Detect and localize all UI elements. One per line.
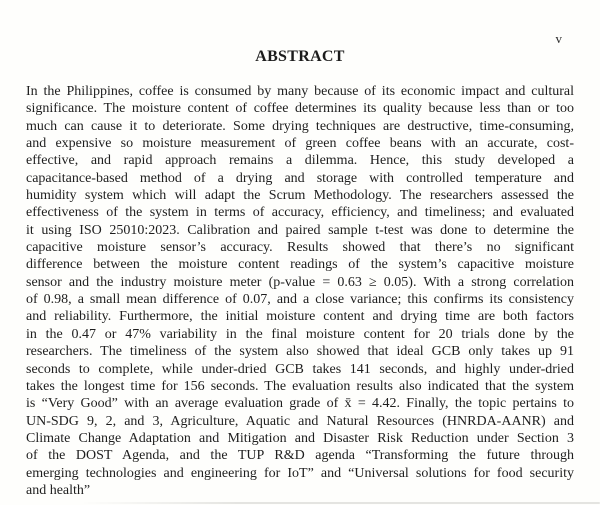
abstract-line: of 0.98, a small mean difference of 0.07, and a close variance; this confirms its consistency <box>26 292 574 308</box>
abstract-line: humidity system which will adapt the Scrum Methodology. The researchers assessed the <box>26 188 574 204</box>
abstract-line: of the DOST Agenda, and the TUP R&D agenda “Transforming the future through <box>26 448 574 464</box>
abstract-line: sensor and the industry moisture meter (p-value = 0.63 ≥ 0.05). With a strong correlation <box>26 274 574 290</box>
abstract-line: much can cause it to deteriorate. Some drying techniques are destructive, time-consuming, <box>26 118 574 134</box>
abstract-line: in the 0.47 or 47% variability in the final moisture content for 20 trials done by the <box>26 326 574 342</box>
page-edge-artifact <box>80 502 600 504</box>
abstract-line: researchers. The timeliness of the system also showed that ideal GCB only takes up 91 <box>26 344 574 360</box>
abstract-line: In the Philippines, coffee is consumed by many because of its economic impact and cultural <box>26 84 574 99</box>
abstract-line: is “Very Good” with an average evaluation grade of x̄ = 4.42. Finally, the topic pertains to <box>26 396 574 412</box>
abstract-line: Climate Change Adaptation and Mitigation and Disaster Risk Reduction under Section 3 <box>26 430 574 446</box>
abstract-line: takes the longest time for 156 seconds. The evaluation results also indicated that the system <box>26 378 574 394</box>
abstract-line: emerging technologies and engineering for IoT” and “Universal solutions for food security <box>26 465 574 481</box>
abstract-line: seconds to complete, while under-dried GCB takes 141 seconds, and highly under-dried <box>26 361 574 377</box>
abstract-line: effective, and rapid approach remains a dilemma. Hence, this study developed a <box>26 153 574 169</box>
page-number: v <box>555 31 562 46</box>
page-title: ABSTRACT <box>255 48 345 65</box>
abstract-line: and reliability. Furthermore, the initial moisture content and drying time are both factors <box>26 309 574 325</box>
abstract-line: capacitive moisture sensor’s accuracy. Results showed that there’s no significant <box>26 240 574 256</box>
abstract-line: capacitance-based method of a drying and storage with controlled temperature and <box>26 170 574 186</box>
abstract-line: effectiveness of the system in terms of accuracy, efficiency, and timeliness; and evaluated <box>26 205 574 221</box>
abstract-line: and expensive so moisture measurement of green coffee beans with an accurate, cost- <box>26 136 574 152</box>
abstract-line: and health” <box>26 482 91 498</box>
abstract-line: significance. The moisture content of coffee determines its quality because less than or too <box>26 101 574 117</box>
abstract-paragraph <box>26 83 574 499</box>
abstract-line: UN-SDG 9, 2, and 3, Agriculture, Aquatic and Natural Resources (HNRDA-AANR) and <box>26 413 574 429</box>
abstract-line: it using ISO 25010:2023. Calibration and paired sample t-test was done to determine the <box>26 222 574 238</box>
abstract-line: difference between the moisture content readings of the system’s capacitive moisture <box>26 257 574 273</box>
